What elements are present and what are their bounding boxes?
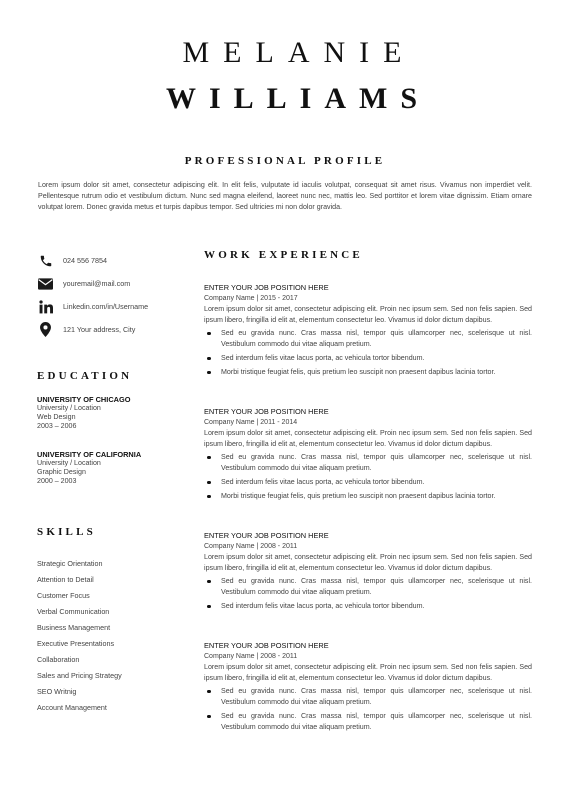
address-text: 121 Your address, City xyxy=(63,325,136,334)
skill-item: SEO Writnig xyxy=(37,687,77,696)
job-bullet xyxy=(204,601,532,612)
job-bullets xyxy=(204,686,532,733)
bullet-dot-icon xyxy=(207,605,211,609)
contact-section xyxy=(37,249,187,341)
phone-icon xyxy=(37,252,54,269)
bullet-dot-icon xyxy=(207,357,211,361)
job-entry xyxy=(204,641,532,736)
job-bullet-text: Sed eu gravida nunc. Cras massa nisl, tempor quis ullamcorper nec, scelerisque ut nisl. Vestibulum commodo dui vitae aliquam pretium. xyxy=(221,453,532,472)
profile-text: Lorem ipsum dolor sit amet, consectetur adipiscing elit. In elit felis, vulputate id iaculis volutpat, consequat sit amet risus. Vivamus non imperdiet velit. Pellentesque rutrum odio et vestibulum dictum. Nunc sed magna eleifend, laoreet nunc nec, mattis leo. Sed porttitor et lorem vitae dignissim. Etiam ornare volutpat lorem. Donec gravida metus et turpis dapibus tempor. Sed ultricies mi non dolor gravida. xyxy=(38,181,532,212)
job-bullet-text: Sed interdum felis vitae lacus porta, ac vehicula tortor bibendum. xyxy=(221,602,425,611)
skills-list xyxy=(37,558,187,718)
skill-item: Collaboration xyxy=(37,655,80,664)
last-name: WILLIAMS xyxy=(165,82,431,115)
skill-item: Strategic Orientation xyxy=(37,559,103,568)
skill-item: Executive Presentations xyxy=(37,639,115,648)
job-bullet-text: Sed eu gravida nunc. Cras massa nisl, tempor quis ullamcorper nec, scelerisque ut nisl. Vestibulum commodo dui vitae aliquam pretium. xyxy=(221,577,532,596)
bullet-dot-icon xyxy=(207,371,211,375)
contact-linkedin xyxy=(37,295,187,318)
job-description: Lorem ipsum dolor sit amet, consectetur adipiscing elit. Proin nec ipsum sem. Sed non felis sapien. Sed ipsum libero, fringilla id elit at, elementum consectetur leo. Vivamus id dolor dictum dapibus. xyxy=(204,305,532,324)
job-bullets xyxy=(204,452,532,502)
education-item xyxy=(37,450,187,486)
education-years: 2003 – 2006 xyxy=(37,422,77,430)
job-title: ENTER YOUR JOB POSITION HERE xyxy=(204,641,329,650)
job-bullet-text: Sed eu gravida nunc. Cras massa nisl, tempor quis ullamcorper nec, scelerisque ut nisl. Vestibulum commodo dui vitae aliquam pretium. xyxy=(221,712,532,732)
education-field: Graphic Design xyxy=(37,468,86,476)
profile-heading: PROFESSIONAL PROFILE xyxy=(184,155,386,167)
job-company: Company Name | 2011 - 2014 xyxy=(204,419,298,426)
job-bullets xyxy=(204,328,532,378)
first-name: MELANIE xyxy=(182,36,416,69)
job-company: Company Name | 2008 - 2011 xyxy=(204,653,298,660)
bullet-dot-icon xyxy=(207,456,211,460)
job-entry xyxy=(204,531,532,615)
skill-item: Attention to Detail xyxy=(37,575,94,584)
phone-text: 024 556 7854 xyxy=(63,256,107,265)
email-text[interactable]: youremail@mail.com xyxy=(63,279,131,288)
bullet-dot-icon xyxy=(207,481,211,485)
job-bullet xyxy=(204,367,532,378)
bullet-dot-icon xyxy=(207,580,211,584)
job-bullets xyxy=(204,576,532,612)
job-bullet xyxy=(204,452,532,474)
skill-item: Account Management xyxy=(37,703,107,712)
bullet-dot-icon xyxy=(207,332,211,336)
job-description: Lorem ipsum dolor sit amet, consectetur adipiscing elit. Proin nec ipsum sem. Sed non felis sapien. Sed ipsum libero, fringilla id elit at, elementum consectetur leo. Vivamus id dolor dictum dapibus. xyxy=(204,553,532,572)
job-bullet xyxy=(204,576,532,598)
job-company: Company Name | 2008 - 2011 xyxy=(204,543,298,550)
job-bullet xyxy=(204,353,532,364)
skills-heading: SKILLS xyxy=(37,526,96,538)
bullet-dot-icon xyxy=(207,715,211,719)
bullet-dot-icon xyxy=(207,690,211,694)
skill-item: Business Management xyxy=(37,623,111,632)
education-location: University / Location xyxy=(37,404,101,412)
job-bullet-text: Sed eu gravida nunc. Cras massa nisl, tempor quis ullamcorper nec, scelerisque ut nisl. Vestibulum commodo dui vitae aliquam pretium. xyxy=(221,687,532,706)
job-bullet-text: Sed eu gravida nunc. Cras massa nisl, tempor quis ullamcorper nec, scelerisque ut nisl. Vestibulum commodo dui vitae aliquam pretium. xyxy=(221,329,532,348)
job-entry xyxy=(204,407,532,506)
job-bullet-text: Sed interdum felis vitae lacus porta, ac vehicula tortor bibendum. xyxy=(221,478,425,487)
education-field: Web Design xyxy=(37,413,76,421)
job-bullet-text: Morbi tristique feugiat felis, quis pretium leo suscipit non praesent dapibus lacinia tortor. xyxy=(221,368,496,377)
contact-email xyxy=(37,272,187,295)
work-experience-heading: WORK EXPERIENCE xyxy=(204,249,363,261)
job-bullet xyxy=(204,477,532,488)
bullet-dot-icon xyxy=(207,495,211,499)
linkedin-icon xyxy=(37,298,54,315)
job-description: Lorem ipsum dolor sit amet, consectetur adipiscing elit. Proin nec ipsum sem. Sed non felis sapien. Sed ipsum libero, fringilla id elit at, elementum consectetur leo. Vivamus id dolor dictum dapibus. xyxy=(204,429,532,448)
job-title: ENTER YOUR JOB POSITION HERE xyxy=(204,407,329,416)
job-bullet-text: Sed interdum felis vitae lacus porta, ac vehicula tortor bibendum. xyxy=(221,354,425,363)
contact-phone xyxy=(37,249,187,272)
job-title: ENTER YOUR JOB POSITION HERE xyxy=(204,531,329,540)
contact-address xyxy=(37,318,187,341)
skill-item: Sales and Pricing Strategy xyxy=(37,671,122,680)
job-bullet xyxy=(204,328,532,350)
job-company: Company Name | 2015 - 2017 xyxy=(204,295,298,302)
linkedin-text[interactable]: Linkedin.com/in/Username xyxy=(63,302,149,311)
job-title: ENTER YOUR JOB POSITION HERE xyxy=(204,283,329,292)
job-bullet xyxy=(204,686,532,708)
job-bullet xyxy=(204,711,532,733)
job-bullet xyxy=(204,491,532,502)
education-school: UNIVERSITY OF CALIFORNIA xyxy=(37,450,142,459)
education-item xyxy=(37,395,187,431)
job-description: Lorem ipsum dolor sit amet, consectetur adipiscing elit. Proin nec ipsum sem. Sed non felis sapien. Sed ipsum libero, fringilla id elit at, elementum consectetur leo. Vivamus id dolor dictum dapibus. xyxy=(204,663,532,682)
job-bullet-text: Morbi tristique feugiat felis, quis pretium leo suscipit non praesent dapibus lacinia tortor. xyxy=(221,492,496,501)
location-pin-icon xyxy=(37,321,54,338)
skill-item: Customer Focus xyxy=(37,591,90,600)
education-years: 2000 – 2003 xyxy=(37,477,77,485)
job-entry xyxy=(204,283,532,382)
envelope-icon xyxy=(37,275,54,292)
education-heading: EDUCATION xyxy=(37,370,133,382)
education-location: University / Location xyxy=(37,459,101,467)
skill-item: Verbal Communication xyxy=(37,607,110,616)
education-school: UNIVERSITY OF CHICAGO xyxy=(37,395,131,404)
